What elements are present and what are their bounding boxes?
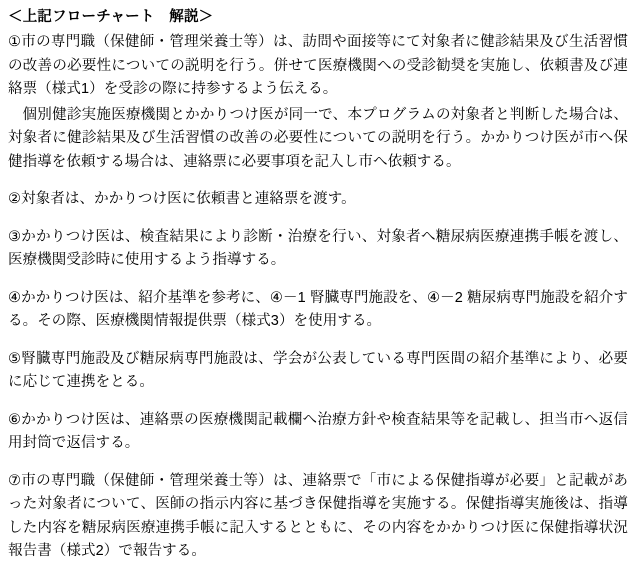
paragraph-4: ④かかりつけ医は、紹介基準を参考に、④－1 腎臓専門施設を、④－2 糖尿病専門施設を紹介する。その際、医療機関情報提供票（様式3）を使用する。 (8, 289, 628, 330)
paragraph-3: ③かかりつけ医は、検査結果により診断・治療を行い、対象者へ糖尿病医療連携手帳を渡し、医療機関受診時に使用するよう指導する。 (8, 228, 628, 269)
paragraph-1: ①市の専門職（保健師・管理栄養士等）は、訪問や面接等にて対象者に健診結果及び生活習慣の改善の必要性についての説明を行う。併せて医療機関への受診勧奨を実施し、依頼書及び連絡票（様式1）を受診の際に持参するよう伝える。 (8, 34, 628, 98)
paragraph-7: ⑦市の専門職（保健師・管理栄養士等）は、連絡票で「市による保健指導が必要」と記載があった対象者について、医師の指示内容に基づき保健指導を実施する。保健指導実施後は、指導した内容を糖尿病医療連携手帳に記入するとともに、その内容をかかりつけ医に保健指導状況報告書（様式2）で報告する。 (8, 472, 628, 560)
page-title: ＜上記フローチャート 解説＞ (8, 9, 214, 25)
paragraph-1-supplement: 個別健診実施医療機関とかかりつけ医が同一で、本プログラムの対象者と判断した場合は、対象者に健診結果及び生活習慣の改善の必要性についての説明を行う。かかりつけ医が市へ保健指導を依頼する場合は、連絡票に必要事項を記入し市へ依頼する。 (8, 106, 628, 170)
paragraph-2: ②対象者は、かかりつけ医に依頼書と連絡票を渡す。 (8, 191, 356, 208)
paragraph-6: ⑥かかりつけ医は、連絡票の医療機関記載欄へ治療方針や検査結果等を記載し、担当市へ返信用封筒で返信する。 (8, 411, 628, 452)
paragraph-5: ⑤腎臓専門施設及び糖尿病専門施設は、学会が公表している専門医間の紹介基準により、必要に応じて連携をとる。 (8, 350, 628, 391)
